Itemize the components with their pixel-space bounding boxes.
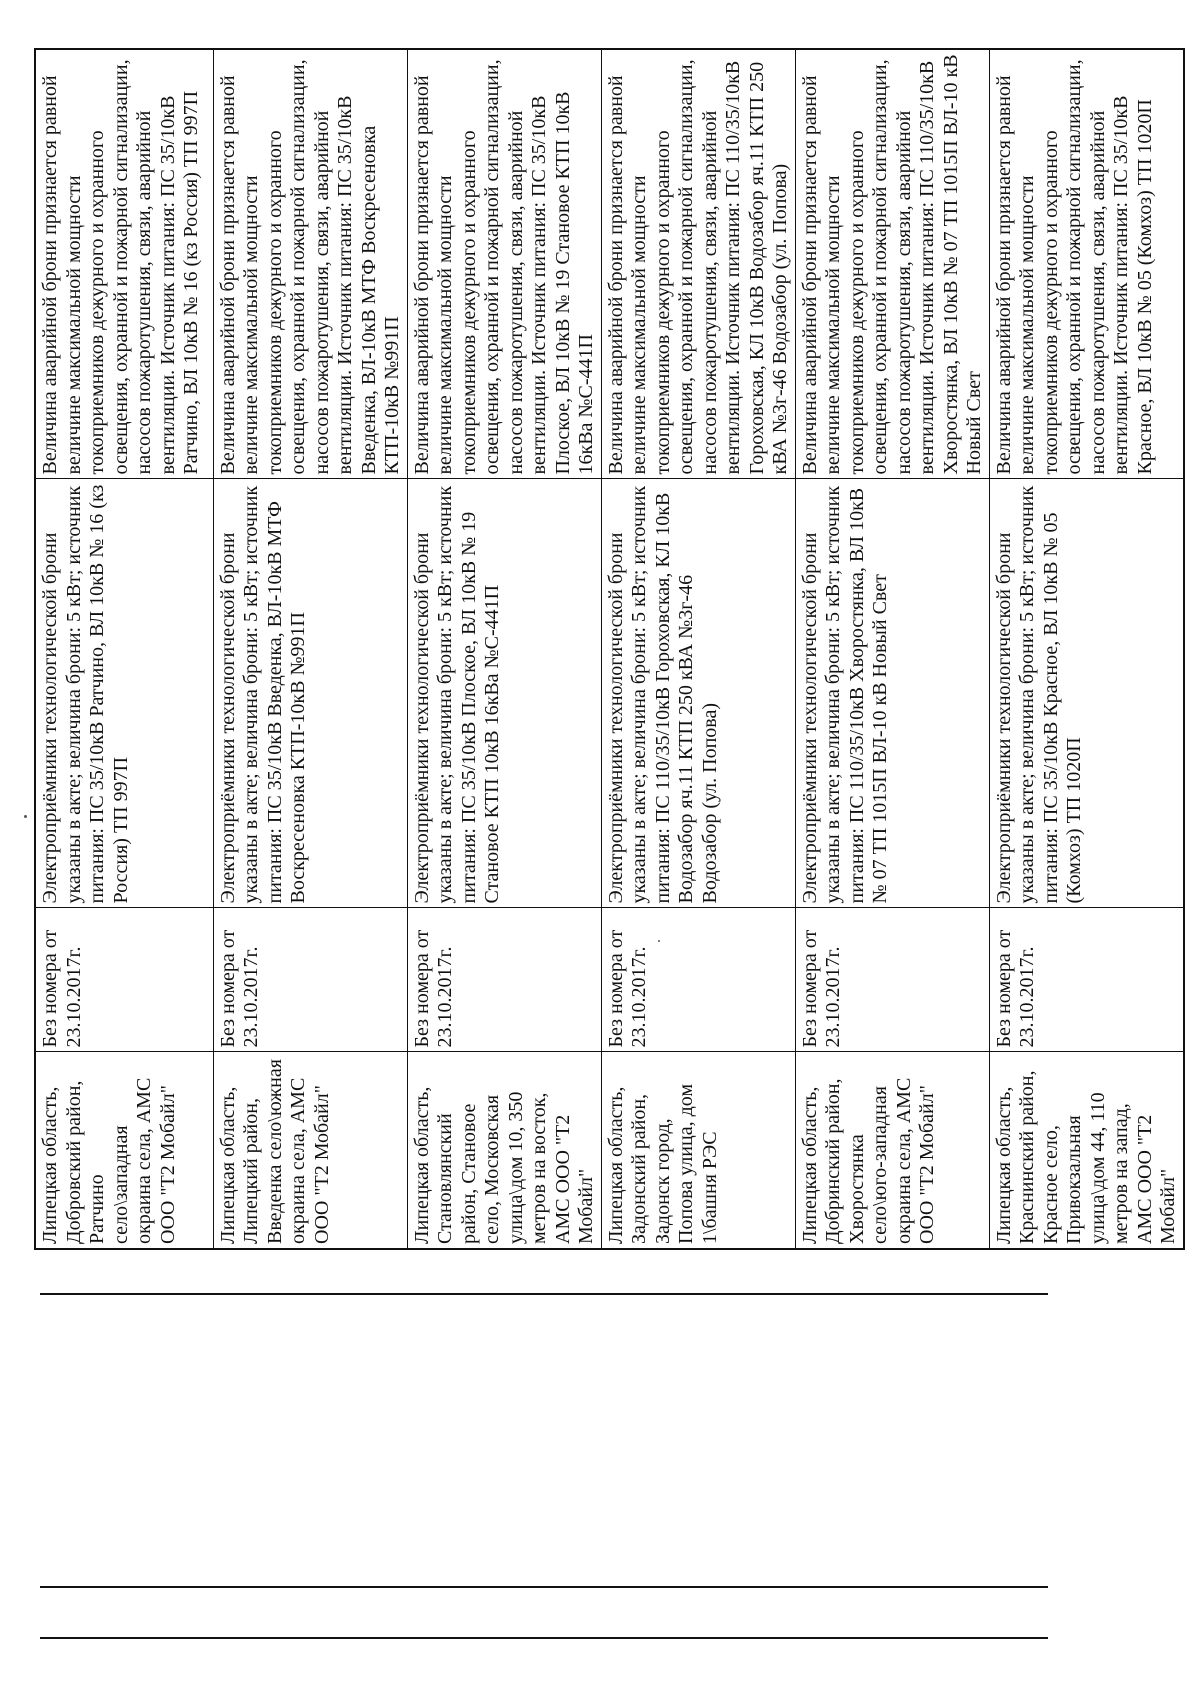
rotated-table-container bbox=[34, 50, 1179, 1250]
table-row bbox=[989, 49, 1184, 1249]
scan-speck bbox=[24, 815, 27, 818]
cell-technological-reserve: Электроприёмники технологической брони указаны в акте; величина брони: 5 кВт; источник питания: ПС 110/35/10кВ Хворостянка, ВЛ 10кВ № 07 ТП 1015П ВЛ-10 кВ Новый Свет bbox=[795, 479, 989, 908]
cell-act: Без номера от 23.10.2017г. bbox=[601, 908, 795, 1052]
power-reserve-table bbox=[34, 48, 1185, 1250]
cell-location: Липецкая область, Липецкий район, Введенка село\южная окраина села, АМС ООО "Т2 Мобайл" bbox=[213, 1052, 407, 1249]
table-row bbox=[35, 49, 213, 1249]
cell-location: Липецкая область, Краснинский район, Красное село, Привокзальная улица\дом 44, 110 метров на запад, АМС ООО "Т2 Мобайл" bbox=[989, 1052, 1184, 1249]
cell-act: Без номера от 23.10.2017г. bbox=[213, 908, 407, 1052]
cell-act: Без номера от 23.10.2017г. bbox=[989, 908, 1184, 1052]
cell-technological-reserve: Электроприёмники технологической брони указаны в акте; величина брони: 5 кВт; источник питания: ПС 35/10кВ Ратчино, ВЛ 10кВ № 16 (кз Россия) ТП 997П bbox=[35, 479, 213, 908]
cell-location: Липецкая область, Добринский район, Хворостянка село\юго-западная окраина села, АМС ООО "Т2 Мобайл" bbox=[795, 1052, 989, 1249]
cell-technological-reserve: Электроприёмники технологической брони указаны в акте; величина брони: 5 кВт; источник питания: ПС 35/10кВ Введенка, ВЛ-10кВ МТФ Воскресеновка КТП-10кВ №991П bbox=[213, 479, 407, 908]
cell-location: Липецкая область, Становлянский район, Становое село, Московская улица\дом 10, 350 метров на восток, АМС ООО "Т2 Мобайл" bbox=[407, 1052, 601, 1249]
cell-location: Липецкая область, Задонский район, Задонск город, Попова улица, дом 1\башня РЭС bbox=[601, 1052, 795, 1249]
table-row bbox=[795, 49, 989, 1249]
cell-technological-reserve: Электроприёмники технологической брони указаны в акте; величина брони: 5 кВт; источник питания: ПС 110/35/10кВ Гороховская, КЛ 10кВ Водозабор яч.11 КТП 250 кВА №3г-46 Водозабор (ул. Попова) bbox=[601, 479, 795, 908]
cell-technological-reserve: Электроприёмники технологической брони указаны в акте; величина брони: 5 кВт; источник питания: ПС 35/10кВ Красное, ВЛ 10кВ № 05 (Комхоз) ТП 1020П bbox=[989, 479, 1184, 908]
cell-emergency-reserve: Величина аварийной брони признается равной величине максимальной мощности токоприемников дежурного и охранного освещения, охранной и пожарной сигнализации, насосов пожаротушения, связи, аварийной вентиляции. Источник питания: ПС 35/10кВ Ратчино, ВЛ 10кВ № 16 (кз Россия) ТП 997П bbox=[35, 49, 213, 479]
cell-act: Без номера от 23.10.2017г. bbox=[35, 908, 213, 1052]
cell-emergency-reserve: Величина аварийной брони признается равной величине максимальной мощности токоприемников дежурного и охранного освещения, охранной и пожарной сигнализации, насосов пожаротушения, связи, аварийной вентиляции. Источник питания: ПС 35/10кВ Красное, ВЛ 10кВ № 05 (Комхоз) ТП 1020П bbox=[989, 49, 1184, 479]
blank-signature-line bbox=[40, 1586, 1048, 1588]
scan-speck bbox=[658, 940, 660, 942]
table-row bbox=[213, 49, 407, 1249]
cell-act: Без номера от 23.10.2017г. bbox=[795, 908, 989, 1052]
cell-emergency-reserve: Величина аварийной брони признается равной величине максимальной мощности токоприемников дежурного и охранного освещения, охранной и пожарной сигнализации, насосов пожаротушения, связи, аварийной вентиляции. Источник питания: ПС 35/10кВ Плоское, ВЛ 10кВ № 19 Становое КТП 10кВ 16кВа №С-441П bbox=[407, 49, 601, 479]
blank-signature-line bbox=[40, 1293, 1048, 1295]
cell-act: Без номера от 23.10.2017г. bbox=[407, 908, 601, 1052]
blank-signature-line bbox=[40, 1637, 1048, 1639]
cell-emergency-reserve: Величина аварийной брони признается равной величине максимальной мощности токоприемников дежурного и охранного освещения, охранной и пожарной сигнализации, насосов пожаротушения, связи, аварийной вентиляции. Источник питания: ПС 35/10кВ Введенка, ВЛ-10кВ МТФ Воскресеновка КТП-10кВ №991П bbox=[213, 49, 407, 479]
cell-emergency-reserve: Величина аварийной брони признается равной величине максимальной мощности токоприемников дежурного и охранного освещения, охранной и пожарной сигнализации, насосов пожаротушения, связи, аварийной вентиляции. Источник питания: ПС 110/35/10кВ Гороховская, КЛ 10кВ Водозабор яч.11 КТП 250 кВА №3г-46 Водозабор (ул. Попова) bbox=[601, 49, 795, 479]
table-row bbox=[407, 49, 601, 1249]
cell-technological-reserve: Электроприёмники технологической брони указаны в акте; величина брони: 5 кВт; источник питания: ПС 35/10кВ Плоское, ВЛ 10кВ № 19 Становое КТП 10кВ 16кВа №С-441П bbox=[407, 479, 601, 908]
table-row bbox=[601, 49, 795, 1249]
cell-location: Липецкая область, Добровский район, Ратчино село\западная окраина села, АМС ООО "Т2 Мобайл" bbox=[35, 1052, 213, 1249]
cell-emergency-reserve: Величина аварийной брони признается равной величине максимальной мощности токоприемников дежурного и охранного освещения, охранной и пожарной сигнализации, насосов пожаротушения, связи, аварийной вентиляции. Источник питания: ПС 110/35/10кВ Хворостянка, ВЛ 10кВ № 07 ТП 1015П ВЛ-10 кВ Новый Свет bbox=[795, 49, 989, 479]
